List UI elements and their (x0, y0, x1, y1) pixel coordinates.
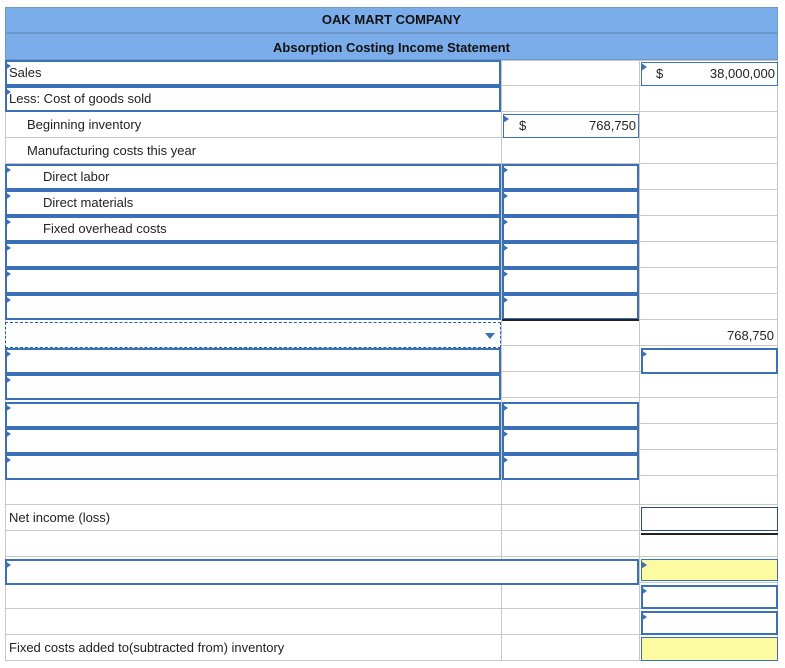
statement-title: Absorption Costing Income Statement (5, 33, 778, 60)
fixed-costs-inventory-label: Fixed costs added to(subtracted from) inventory (9, 640, 285, 655)
direct-labor-label: Direct labor (43, 169, 110, 184)
input-flag-icon (502, 296, 508, 304)
input-flag-icon (5, 456, 11, 464)
blank-amount-field[interactable] (502, 428, 639, 454)
blank-amount-field[interactable] (502, 268, 639, 294)
input-flag-icon (502, 244, 508, 252)
input-flag-icon (5, 376, 11, 384)
blank-amount-field[interactable] (502, 294, 639, 320)
row-line (5, 479, 778, 505)
blank-amount-field[interactable] (502, 402, 639, 428)
direct-labor-amount-field[interactable] (502, 164, 639, 190)
input-flag-icon (5, 404, 11, 412)
net-income-label: Net income (loss) (9, 510, 111, 525)
input-flag-icon (641, 561, 647, 569)
input-flag-icon (5, 296, 11, 304)
less-cogs-label: Less: Cost of goods sold (9, 91, 152, 106)
company-title: OAK MART COMPANY (5, 7, 778, 33)
blank-amount-field[interactable] (641, 611, 778, 635)
chevron-down-icon (485, 333, 495, 339)
input-flag-icon (5, 244, 11, 252)
income-statement-sheet (5, 7, 778, 661)
beginning-inventory-label: Beginning inventory (27, 117, 142, 132)
input-flag-icon (502, 456, 508, 464)
input-flag-icon (502, 218, 508, 226)
blank-label-field[interactable] (5, 428, 501, 454)
input-flag-icon (5, 561, 11, 569)
fixed-overhead-amount-field[interactable] (502, 216, 639, 242)
blank-amount-field[interactable] (641, 585, 778, 609)
mfg-costs-label: Manufacturing costs this year (27, 143, 197, 158)
input-flag-icon (641, 350, 647, 358)
blank-label-field[interactable] (5, 454, 501, 480)
input-flag-icon (502, 166, 508, 174)
cogs-subtotal-amount: 768,750 (727, 328, 774, 343)
blank-label-field[interactable] (5, 374, 501, 400)
highlighted-amount-field[interactable] (641, 559, 778, 581)
beginning-inventory-amount: 768,750 (589, 118, 636, 133)
blank-amount-field[interactable] (502, 242, 639, 268)
input-flag-icon (5, 430, 11, 438)
fixed-overhead-label: Fixed overhead costs (43, 221, 167, 236)
sales-currency: $ (656, 66, 664, 81)
direct-materials-label: Direct materials (43, 195, 134, 210)
fixed-costs-inventory-amount-field[interactable] (641, 637, 778, 661)
input-flag-icon (502, 192, 508, 200)
input-flag-icon (503, 115, 509, 123)
input-flag-icon (502, 270, 508, 278)
blank-label-field[interactable] (5, 294, 501, 320)
subtotal-rule (502, 319, 639, 321)
blank-label-field[interactable] (5, 348, 501, 374)
input-flag-icon (502, 430, 508, 438)
input-flag-icon (5, 166, 11, 174)
input-flag-icon (5, 192, 11, 200)
blank-label-field[interactable] (5, 402, 501, 428)
input-flag-icon (641, 63, 647, 71)
blank-amount-field[interactable] (641, 348, 778, 374)
input-flag-icon (5, 218, 11, 226)
blank-label-field[interactable] (5, 242, 501, 268)
net-income-amount-field[interactable] (641, 507, 778, 531)
net-income-rule (641, 533, 778, 535)
input-flag-icon (5, 270, 11, 278)
input-flag-icon (5, 350, 11, 358)
blank-label-field[interactable] (5, 268, 501, 294)
cost-line-dropdown[interactable] (5, 322, 501, 348)
input-flag-icon (641, 587, 647, 595)
input-flag-icon (502, 404, 508, 412)
direct-materials-amount-field[interactable] (502, 190, 639, 216)
input-flag-icon (641, 613, 647, 621)
sales-label: Sales (9, 65, 42, 80)
blank-amount-field[interactable] (502, 454, 639, 480)
beginning-inventory-currency: $ (519, 118, 527, 133)
blank-label-field[interactable] (5, 559, 639, 585)
sales-amount: 38,000,000 (709, 66, 775, 81)
sales-label-field[interactable] (5, 60, 501, 86)
